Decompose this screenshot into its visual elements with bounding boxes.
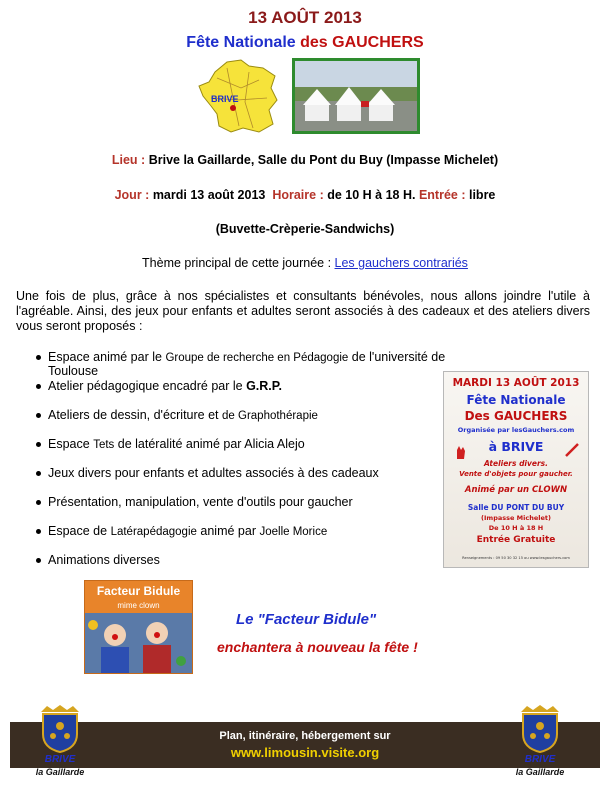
intro-paragraph: Une fois de plus, grâce à nos spécialistes et consultants bénévoles, nous allons joindre l'utile à l'agréable. Ainsi, des jeux pour enfants et adultes seront associés à des cadeaux et des ateliers divers vous seront proposés : <box>16 289 590 333</box>
activity-highlight: Latérapédagogie <box>110 526 197 538</box>
buvette-line: (Buvette-Crèperie-Sandwichs) <box>215 222 395 236</box>
bullet-icon <box>36 471 41 476</box>
france-map <box>197 58 281 135</box>
brive-crest-right <box>515 704 565 778</box>
france-map-icon <box>197 58 281 135</box>
poster-title-1: Fête Nationale <box>466 393 566 407</box>
entree-label: Entrée : <box>418 188 466 202</box>
venue-photo <box>292 58 420 134</box>
poster-clown: Animé par un CLOWN <box>464 485 568 495</box>
pencil-icon <box>564 442 580 458</box>
list-item <box>30 495 450 524</box>
title-prefix: Fête Nationale <box>186 34 296 51</box>
bullet-icon <box>36 355 41 360</box>
theme-link[interactable]: Les gauchers contrariés <box>334 256 468 270</box>
poster-place: à BRIVE <box>488 439 544 454</box>
list-item <box>30 379 450 408</box>
list-item <box>30 524 450 553</box>
poster-ateliers: Ateliers divers. <box>484 459 548 468</box>
footer-link[interactable]: www.limousin.visite.org <box>230 745 380 760</box>
bullet-icon <box>36 500 41 505</box>
activity-text: Animations diverses <box>48 553 160 567</box>
lieu-label: Lieu : <box>111 153 146 167</box>
activity-text: animé par <box>200 524 256 538</box>
event-date: 13 AOÛT 2013 <box>248 8 362 27</box>
list-item <box>30 350 450 379</box>
facteur-bidule-image <box>84 580 193 674</box>
poster-entree: Entrée Gratuite <box>476 535 556 545</box>
activity-highlight: de Graphothérapie <box>222 410 318 422</box>
list-item <box>30 466 450 495</box>
poster-salle: Salle DU PONT DU BUY <box>467 503 565 512</box>
activity-text: Espace <box>48 437 90 451</box>
activity-highlight: Tets <box>93 439 115 451</box>
facteur-subtitle: enchantera à nouveau la fête ! <box>217 639 418 655</box>
bullet-icon <box>36 384 41 389</box>
jour-value: mardi 13 août 2013 <box>152 188 266 202</box>
activity-text: de latéralité animé par Alicia Alejo <box>117 437 305 451</box>
facteur-title: Le "Facteur Bidule" <box>236 611 377 628</box>
poster-org: Organisée par lesGauchers.com <box>457 426 575 434</box>
entree-value: libre <box>468 188 496 202</box>
activity-text: Ateliers de dessin, d'écriture et <box>48 408 219 422</box>
activity-text: Atelier pédagogique encadré par le <box>48 379 243 393</box>
poster-date: MARDI 13 AOÛT 2013 <box>452 377 580 389</box>
activity-highlight: Groupe de recherche en Pédagogie <box>165 352 349 364</box>
activities-list <box>30 350 450 582</box>
bullet-icon <box>36 558 41 563</box>
jour-label: Jour : <box>114 188 150 202</box>
facteur-img-sub: mime clown <box>117 601 160 610</box>
location-line <box>0 153 610 167</box>
title-suffix: des GAUCHERS <box>300 34 424 51</box>
crest-sub: la Gaillarde <box>515 767 565 777</box>
facteur-img-title: Facteur Bidule <box>96 584 181 598</box>
poster-vente: Vente d'objets pour gaucher. <box>459 470 573 478</box>
list-item <box>30 553 450 582</box>
crest-icon <box>515 704 565 754</box>
theme-prefix: Thème principal de cette journée : <box>142 256 332 270</box>
schedule-line <box>0 188 610 202</box>
map-label: BRIVE <box>211 94 239 104</box>
horaire-value: de 10 H à 18 H. <box>327 188 416 202</box>
bullet-icon <box>36 442 41 447</box>
theme-line <box>0 256 610 270</box>
crest-label: BRIVE <box>524 754 556 765</box>
list-item <box>30 408 450 437</box>
horaire-label: Horaire : <box>272 188 324 202</box>
list-item <box>30 437 450 466</box>
crest-sub: la Gaillarde <box>35 767 85 777</box>
brive-crest-left <box>35 704 85 778</box>
crest-icon <box>35 704 85 754</box>
event-title <box>0 34 610 52</box>
activity-text: Espace animé par le <box>48 350 162 364</box>
poster-impasse: (Impasse Michelet) <box>481 514 551 522</box>
activity-text: de l'université de Toulouse <box>48 350 446 378</box>
hand-icon <box>454 444 466 460</box>
clown-photo <box>85 613 192 673</box>
lieu-value: Brive la Gaillarde, Salle du Pont du Buy (Impasse Michelet) <box>148 153 499 167</box>
crest-label: BRIVE <box>44 754 76 765</box>
bullet-icon <box>36 413 41 418</box>
footer-text: Plan, itinéraire, hébergement sur <box>219 730 391 742</box>
tents-photo <box>295 61 417 131</box>
poster-title-2: Des GAUCHERS <box>464 409 568 423</box>
event-poster <box>443 371 589 568</box>
activity-highlight: Joelle Morice <box>259 526 328 538</box>
activity-text: Présentation, manipulation, vente d'outils pour gaucher <box>48 495 353 509</box>
poster-renseignements: Renseignements : 09 50 30 32 15 ou www.lesgauchers.com <box>462 556 570 560</box>
activity-text: Espace de <box>48 524 108 538</box>
activity-text: Jeux divers pour enfants et adultes associés à des cadeaux <box>48 466 379 480</box>
bullet-icon <box>36 529 41 534</box>
poster-hours: De 10 H à 18 H <box>488 524 544 532</box>
activity-highlight: G.R.P. <box>246 379 282 393</box>
